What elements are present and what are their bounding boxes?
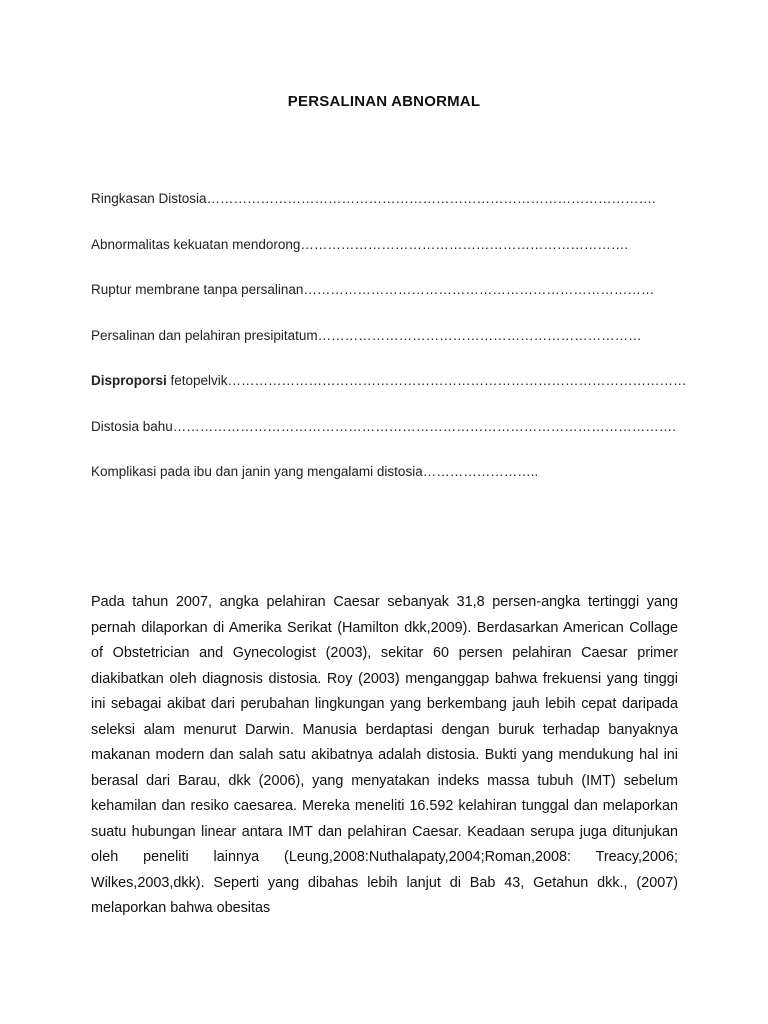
body-paragraph: Pada tahun 2007, angka pelahiran Caesar sebanyak 31,8 persen-angka tertinggi yang pernah dilaporkan di Amerika Serikat (Hamilton dkk,2009). Berdasarkan American Collage of Obstetrician and Gynecologist (2003), sekitar 60 persen pelahiran Caesar primer diakibatkan oleh diagnosis distosia. Roy (2003) menganggap bahwa frekuensi yang tinggi ini sebagai akibat dari perubahan lingkungan yang berkembang jauh lebih cepat daripada seleksi alam menurut Darwin. Manusia berdaptasi dengan buruk terhadap banyaknya makanan modern dan salah satu akibatnya adalah distosia. Bukti yang mendukung hal ini berasal dari Barau, dkk (2006), yang menyatakan indeks massa tubuh (IMT) sebelum kehamilan dan resiko caesarea. Mereka meneliti 16.592 kelahiran tunggal dan melaporkan suatu hubungan linear antara IMT dan pelahiran Caesar. Keadaan serupa juga ditunjukan oleh peneliti lainnya (Leung,2008:Nuthalapaty,2004;Roman,2008: Treacy,2006; Wilkes,2003,dkk). Seperti yang dibahas lebih lanjut di Bab 43, Getahun dkk., (2007) melaporkan bahwa obesitas — [91, 594, 678, 916]
toc-item-text: Persalinan dan pelahiran presipitatum……………………………………………………………… — [91, 327, 642, 343]
toc-item-distosia-bahu — [91, 416, 691, 438]
toc-item-text: Distosia bahu…………………………………………………………………………………………………. — [91, 418, 677, 434]
toc-item-text: Abnormalitas kekuatan mendorong………………………………………………………………. — [91, 236, 629, 252]
page-title: PERSALINAN ABNORMAL — [287, 93, 481, 110]
toc-item-text: Ringkasan Distosia………………………………………………………………………………………. — [91, 191, 656, 206]
toc-item-persalinan-presipitatum — [91, 325, 691, 347]
toc-item-ruptur-membrane — [91, 279, 691, 301]
toc-item-text: fetopelvik………………………………………………………………………………………… — [166, 373, 687, 388]
toc-item-abnormalitas-kekuatan — [91, 234, 691, 256]
toc-item-text: Ruptur membrane tanpa persalinan…………………………………………………………………… — [91, 282, 655, 297]
toc-item-disproporsi-fetopelvik — [91, 370, 691, 392]
body-paragraph-container — [91, 590, 678, 922]
toc-item-ringkasan-distosia — [91, 188, 691, 210]
toc-item-komplikasi-ibu-janin — [91, 461, 691, 483]
toc-item-bold-text: Disproporsi — [91, 373, 167, 388]
table-of-contents — [91, 188, 691, 507]
toc-item-text: Komplikasi pada ibu dan janin yang mengalami distosia…………………….. — [91, 464, 539, 479]
